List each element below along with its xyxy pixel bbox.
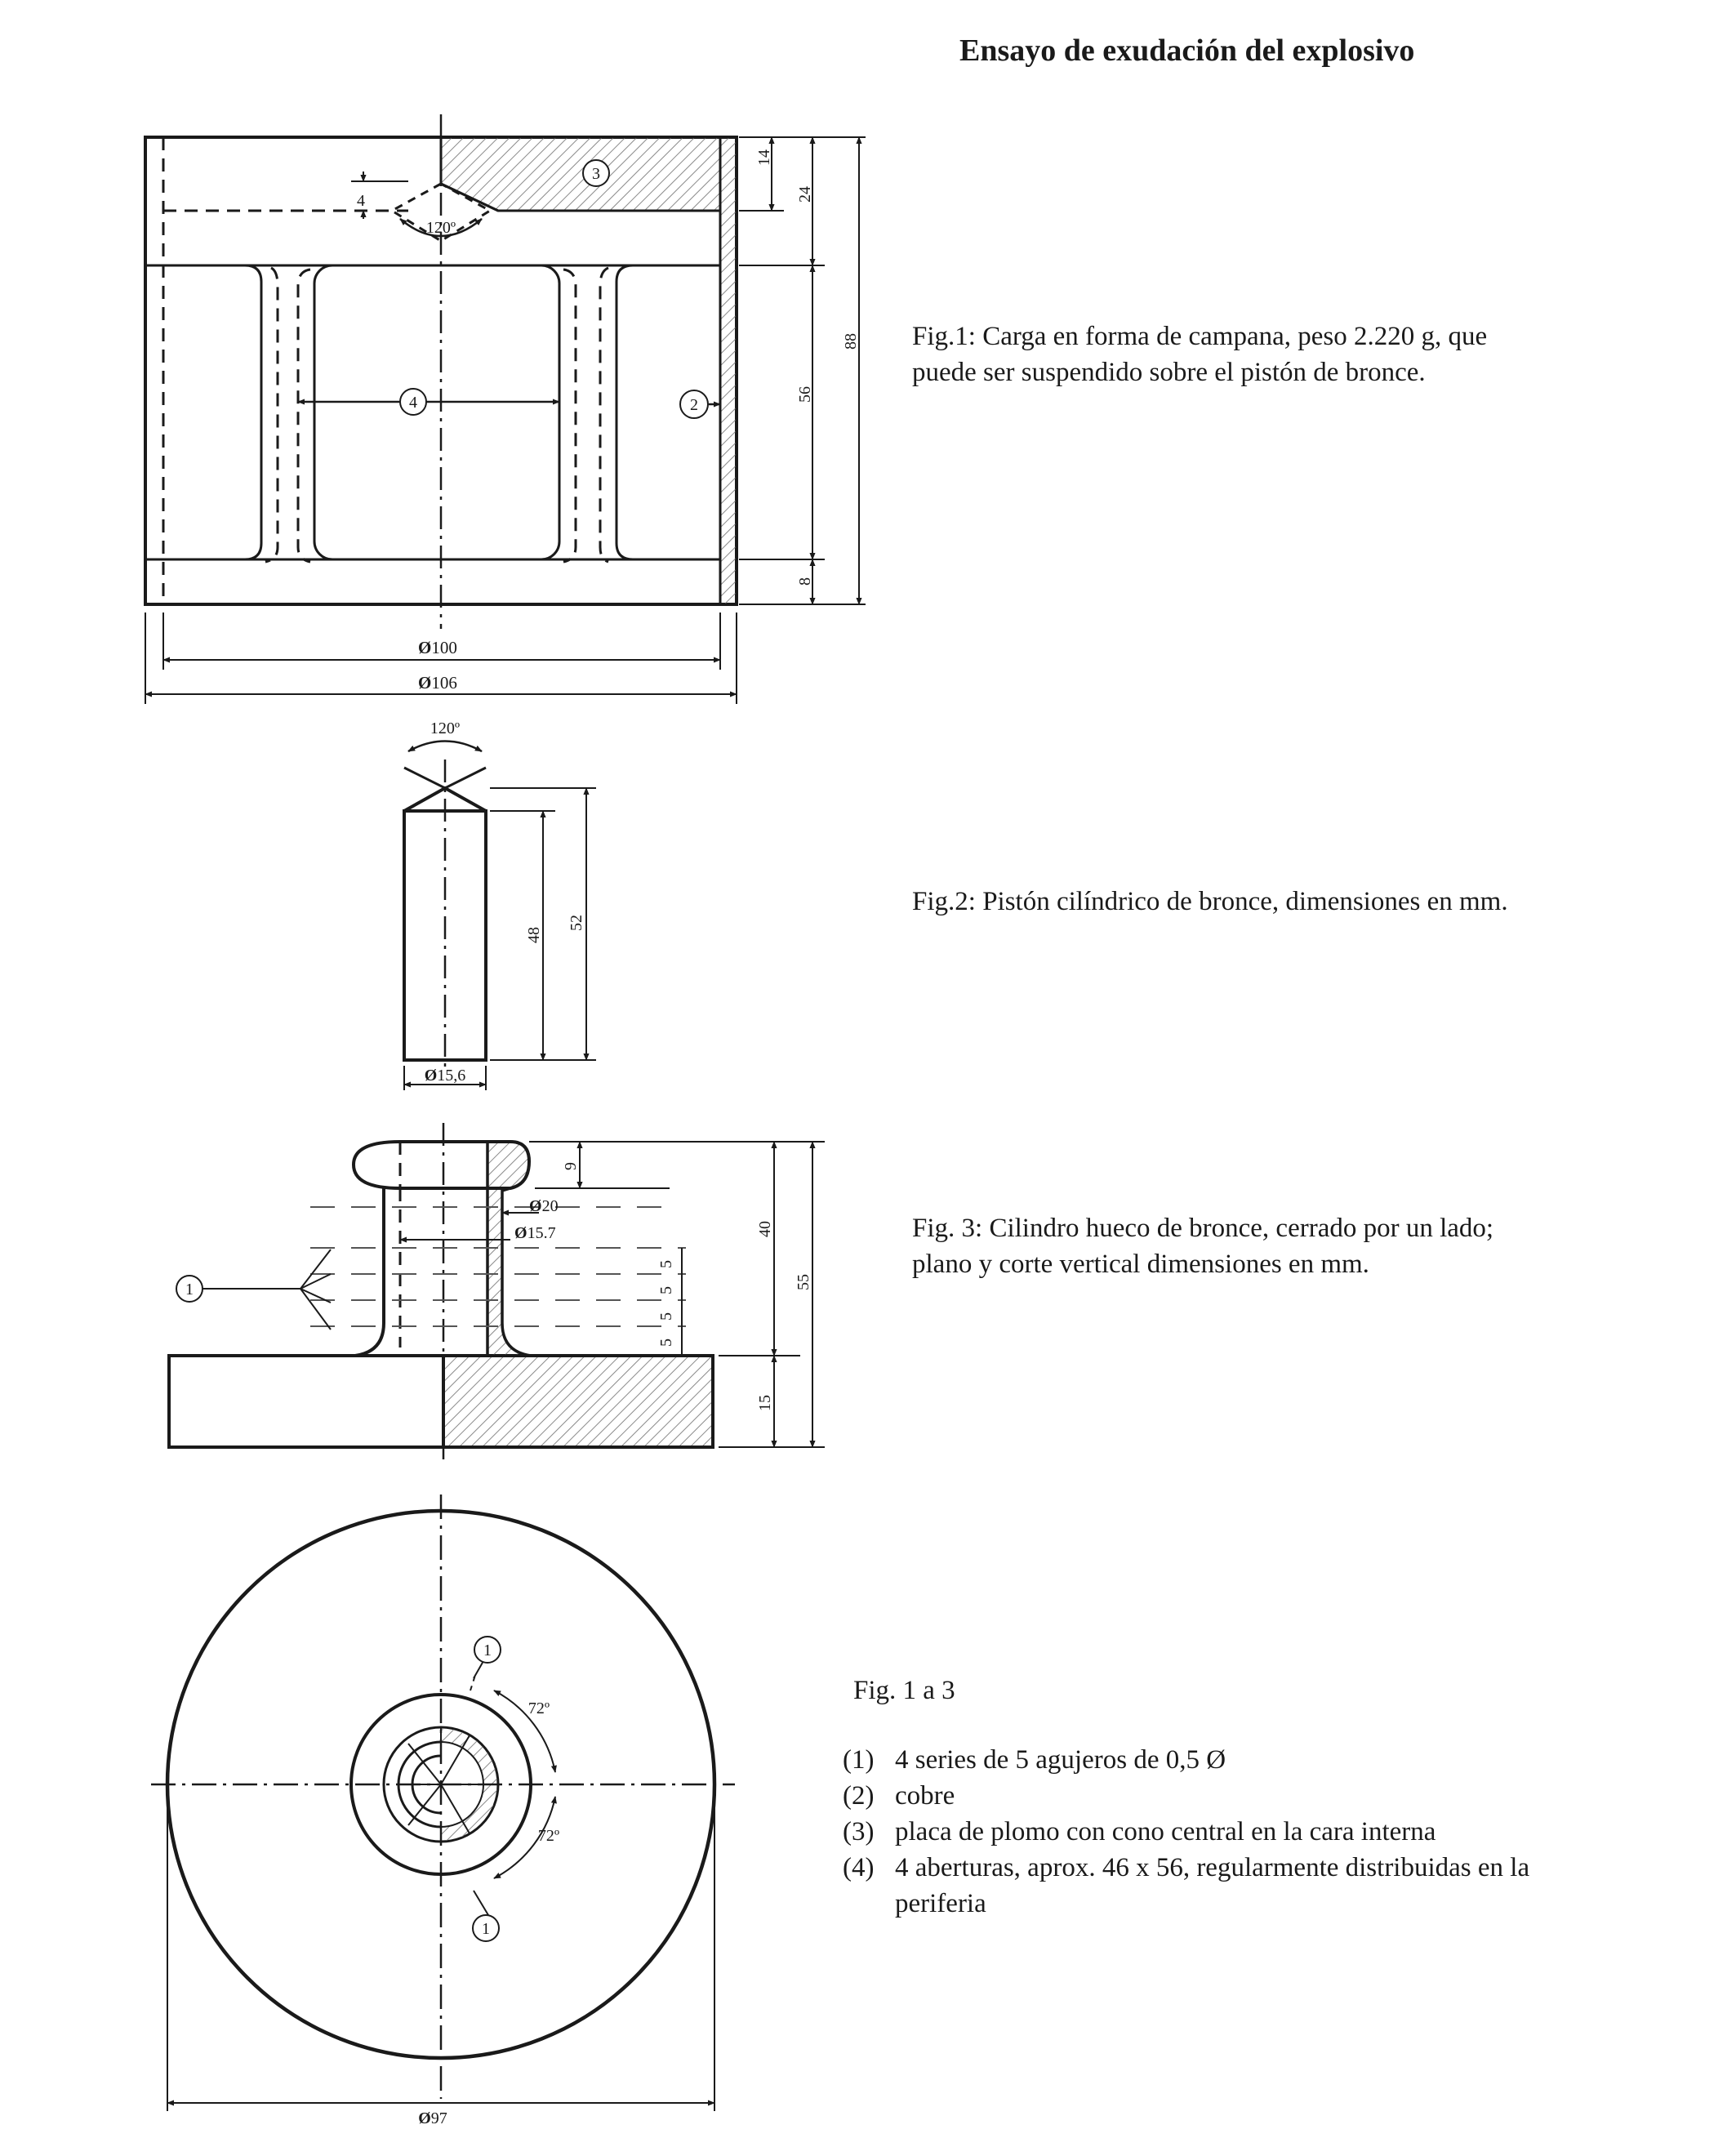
fig1-callout-2: 2	[690, 396, 698, 414]
legend-item-number: (3)	[843, 1817, 875, 1846]
fig1-bell-load	[145, 114, 866, 704]
plan-callout-1-top: 1	[483, 1642, 492, 1659]
legend-item-text: placa de plomo con cono central en la cara interna	[895, 1817, 1436, 1846]
fig3-spacing-3: 5	[657, 1312, 675, 1321]
fig1-caption-line2: puede ser suspendido sobre el pistón de bronce.	[912, 358, 1426, 387]
fig1-dim-8: 8	[796, 577, 814, 586]
fig1-dim-24: 24	[796, 186, 814, 203]
fig3-spacing-2: 5	[657, 1286, 675, 1294]
fig3-dim-40: 40	[756, 1221, 774, 1237]
legend-item-number: (2)	[843, 1781, 875, 1811]
fig2-angle: 120º	[430, 719, 461, 737]
fig1-window-left	[163, 265, 261, 559]
fig3-spacing-4: 5	[657, 1339, 675, 1347]
fig3-dim-55: 55	[795, 1274, 812, 1290]
fig1-dim-56: 56	[796, 386, 814, 403]
fig3-diameter-labels	[514, 1197, 559, 1242]
legend-item-text: 4 series de 5 agujeros de 0,5 Ø	[895, 1745, 1226, 1775]
fig1-caption-line1: Fig.1: Carga en forma de campana, peso 2.220 g, que	[912, 322, 1488, 351]
fig1-copper-wall	[720, 137, 737, 604]
fig1-angle: 120º	[425, 219, 456, 237]
fig2-dim-52: 52	[568, 915, 585, 931]
fig2-labels	[425, 719, 585, 1085]
legend-item	[843, 1742, 1578, 1778]
fig1-dim-4: 4	[357, 192, 365, 210]
plan-angle-bottom: 72º	[537, 1827, 560, 1845]
fig1-dia-106: Ø106	[418, 673, 457, 693]
legend-item	[843, 1814, 1578, 1850]
fig2-caption	[912, 884, 1647, 920]
fig2-caption-line: Fig.2: Pistón cilíndrico de bronce, dimensiones en mm.	[912, 887, 1508, 916]
fig3-base-left	[169, 1356, 443, 1447]
fig2-dia: Ø15,6	[424, 1067, 466, 1085]
fig1-callout-4: 4	[409, 394, 417, 412]
fig3-callout-1: 1	[185, 1281, 194, 1298]
legend-item-number: (4)	[843, 1853, 875, 1882]
fig2-dim-48: 48	[525, 927, 543, 943]
fig3-hollow-cylinder	[169, 1123, 825, 1462]
fig3-caption-line2: plano y corte vertical dimensiones en mm.	[912, 1250, 1369, 1279]
fig1-diameter-labels	[418, 638, 457, 693]
legend-heading: Fig. 1 a 3	[853, 1676, 955, 1705]
legend-item-text: 4 aberturas, aprox. 46 x 56, regularmente distribuidas en la periferia	[895, 1853, 1530, 1918]
legend-item-text: cobre	[895, 1781, 955, 1811]
fig3-base-right	[443, 1356, 713, 1447]
fig3-caption	[912, 1210, 1582, 1282]
fig1-dia-100: Ø100	[418, 638, 457, 657]
fig1-lead-plate	[441, 137, 720, 211]
fig1-caption	[912, 318, 1582, 390]
plan-view	[151, 1494, 735, 2111]
legend-item-number: (1)	[843, 1745, 875, 1775]
fig1-dim-14: 14	[755, 149, 773, 166]
plan-angle-top: 72º	[527, 1699, 550, 1717]
legend-item	[843, 1850, 1578, 1922]
fig3-spacing-1: 5	[657, 1260, 675, 1268]
plan-callout-1-bottom: 1	[482, 1920, 490, 1938]
fig1-labels	[357, 149, 860, 586]
fig3-dia-157: Ø15.7	[514, 1224, 556, 1242]
fig1-dim-88: 88	[842, 333, 860, 350]
fig1-callout-3: 3	[592, 165, 600, 183]
fig3-dim-9: 9	[562, 1162, 580, 1170]
page-title: Ensayo de exudación del explosivo	[959, 33, 1415, 68]
fig3-caption-line1: Fig. 3: Cilindro hueco de bronce, cerrado por un lado;	[912, 1214, 1494, 1243]
plan-dia: Ø97	[418, 2109, 447, 2127]
fig3-dia-20: Ø20	[529, 1197, 559, 1215]
fig3-dim-15: 15	[756, 1395, 774, 1411]
fig1-window-center	[314, 265, 559, 559]
legend-item	[843, 1778, 1578, 1814]
